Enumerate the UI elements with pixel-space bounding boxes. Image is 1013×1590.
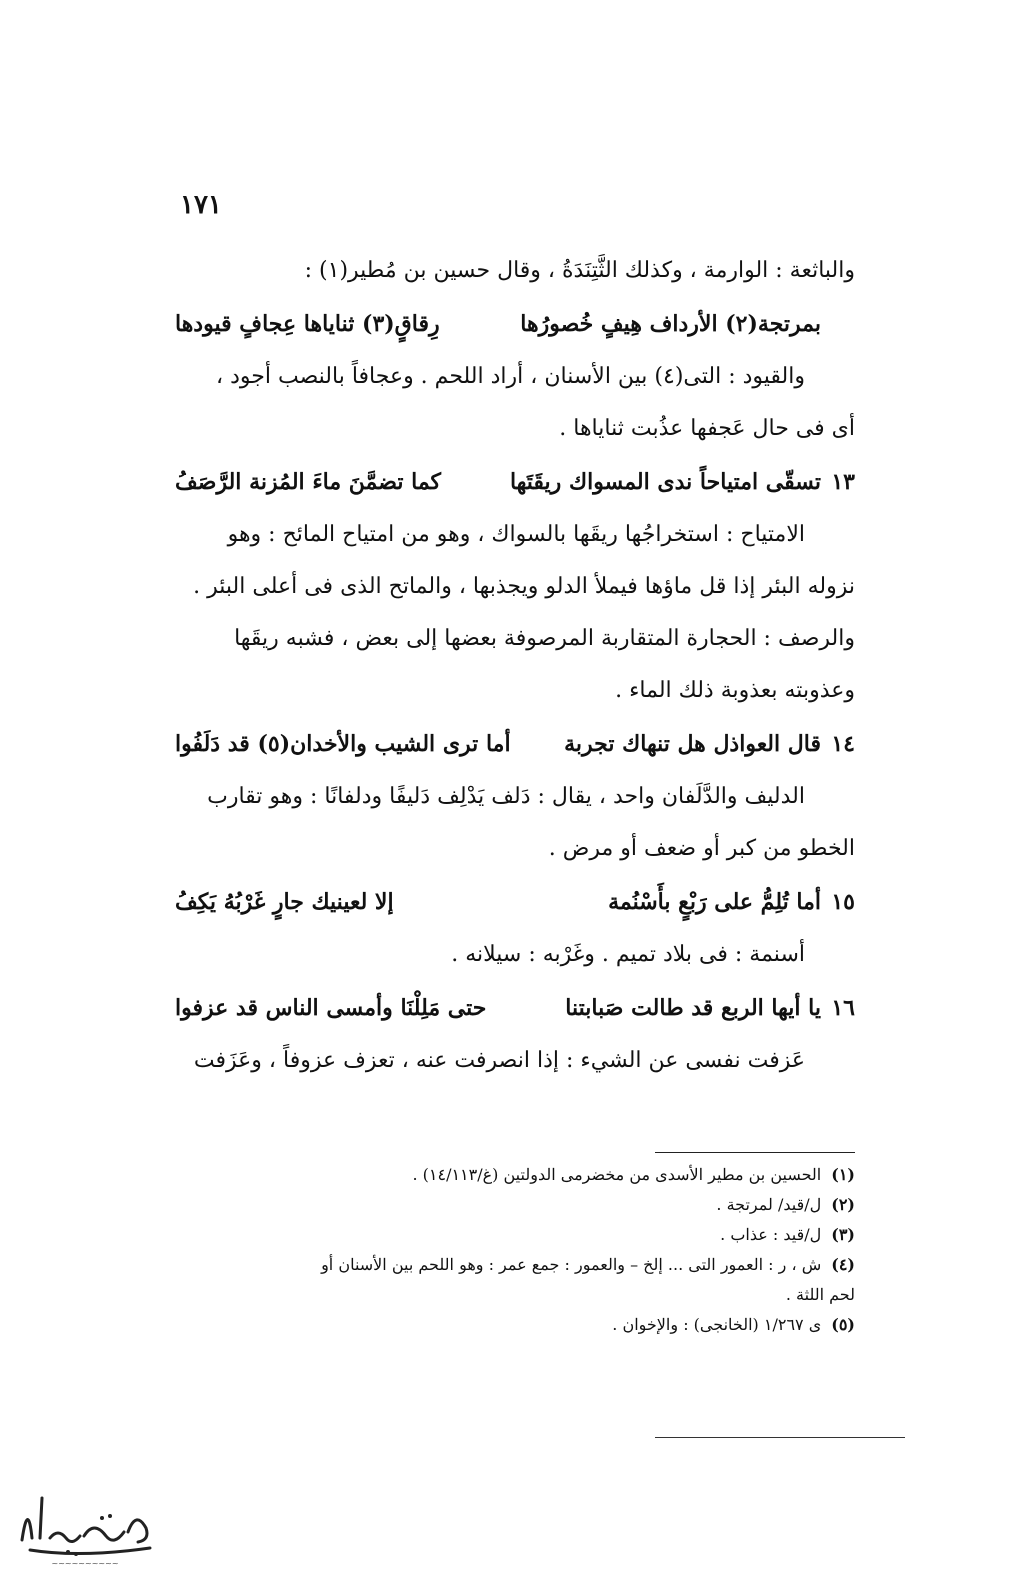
footnote xyxy=(175,1310,855,1340)
verse-second-hemistich: كما تضمَّنَ ماءَ المُزنة الرَّصَفُ xyxy=(175,469,442,495)
prose-line: وعذوبته بعذوبة ذلك الماء . xyxy=(615,678,855,703)
prose-line: والقيود : التى(٤) بين الأسنان ، أراد اللحم . وعجافاً بالنصب أجود ، xyxy=(216,364,805,389)
prose-line: الامتياح : استخراجُها ريقَها بالسواك ، وهو من امتياح المائح : وهو xyxy=(227,522,805,547)
footnote-text: ل/قيد : عذاب . xyxy=(720,1225,822,1244)
footnotes xyxy=(175,1160,855,1340)
footnote-number: (٥) xyxy=(831,1315,855,1334)
svg-text:~~~~~~~~~~: ~~~~~~~~~~ xyxy=(51,1559,119,1568)
footnote xyxy=(175,1220,855,1250)
main-text xyxy=(175,245,855,1087)
verse-second-hemistich: رِقاقٍ(٣) ثناياها عِجافٍ قيودها xyxy=(175,311,440,337)
verse-line xyxy=(175,717,855,771)
footnote-divider xyxy=(655,1152,855,1153)
prose-line: الدليف والدَّلَفان واحد ، يقال : دَلف يَدْلِف دَليفًا ودلفانًا : وهو تقارب xyxy=(207,784,805,809)
calligraphy-signature-logo xyxy=(10,1480,160,1570)
verse-first-hemistich: أما تُلِمُّ على رَبْعٍ بأَسْنُمة xyxy=(608,889,821,915)
footnote-number: (١) xyxy=(831,1165,855,1184)
footnote xyxy=(175,1160,855,1190)
verse-second-hemistich: إلا لعينيك جارٍ غَرْبُهُ يَكِفُ xyxy=(175,889,394,915)
page-number: ١٧١ xyxy=(180,190,222,220)
verse-line xyxy=(175,875,855,929)
footnote-number: (٤) xyxy=(831,1255,855,1274)
footnote-text: ى ١/٢٦٧ (الخانجى) : والإخوان . xyxy=(612,1315,822,1334)
prose-line: نزوله البئر إذا قل ماؤها فيملأ الدلو ويجذبها ، والماتح الذى فى أعلى البئر . xyxy=(193,574,855,599)
prose-line: أسنمة : فى بلاد تميم . وغَرْبه : سيلانه . xyxy=(451,942,805,967)
verse-first-hemistich: يا أيها الربع قد طالت صَبابتنا xyxy=(565,995,821,1021)
verse-first-hemistich: قال العواذل هل تنهاك تجربة xyxy=(564,731,821,757)
verse-line xyxy=(175,981,855,1035)
verse-first-hemistich: تسقّى امتياحاً ندى المسواك ريقَتَها xyxy=(509,469,821,495)
prose-line: الخطو من كبر أو ضعف أو مرض . xyxy=(548,836,855,861)
footnote-number: (٣) xyxy=(831,1225,855,1244)
verse-second-hemistich: حتى مَلِلْنَا وأمسى الناس قد عزفوا xyxy=(175,995,487,1021)
footnote-text: الحسين بن مطير الأسدى من مخضرمى الدولتين (غ/١٤/١١٣) . xyxy=(412,1165,822,1184)
footnote-text: لحم اللثة . xyxy=(785,1285,855,1304)
verse-line xyxy=(175,297,855,351)
verse-line xyxy=(175,455,855,509)
footnote-text: ل/قيد/ لمرتجة . xyxy=(716,1195,822,1214)
verse-number: ١٦ xyxy=(831,995,855,1021)
prose-line: أى فى حال عَجفها عذُبت ثناياها . xyxy=(559,416,855,441)
footnote xyxy=(175,1190,855,1220)
footnote xyxy=(175,1280,855,1310)
verse-number: ١٣ xyxy=(831,469,855,495)
verse-number: ١٥ xyxy=(831,889,855,915)
bottom-divider xyxy=(655,1437,905,1438)
verse-first-hemistich: بمرتجة(٢) الأرداف هِيفٍ خُصورُها xyxy=(520,311,821,337)
footnote xyxy=(175,1250,855,1280)
prose-line: عَزفت نفسى عن الشيء : إذا انصرفت عنه ، تعزف عزوفاً ، وعَزَفت xyxy=(193,1048,805,1073)
prose-line: والرصف : الحجارة المتقاربة المرصوفة بعضها إلى بعض ، فشبه ريقَها xyxy=(234,626,855,651)
verse-number: ١٤ xyxy=(831,731,855,757)
footnote-text: ش ، ر : العمور التى ... إلخ – والعمور : جمع عمر : وهو اللحم بين الأسنان أو xyxy=(321,1255,822,1274)
footnote-number: (٢) xyxy=(831,1195,855,1214)
prose-line: والباثعة : الوارمة ، وكذلك الثَّتِنَدَةُ ، وقال حسين بن مُطير(١) : xyxy=(304,258,855,283)
verse-second-hemistich: أما ترى الشيب والأخدان(٥) قد دَلَفُوا xyxy=(175,731,511,757)
